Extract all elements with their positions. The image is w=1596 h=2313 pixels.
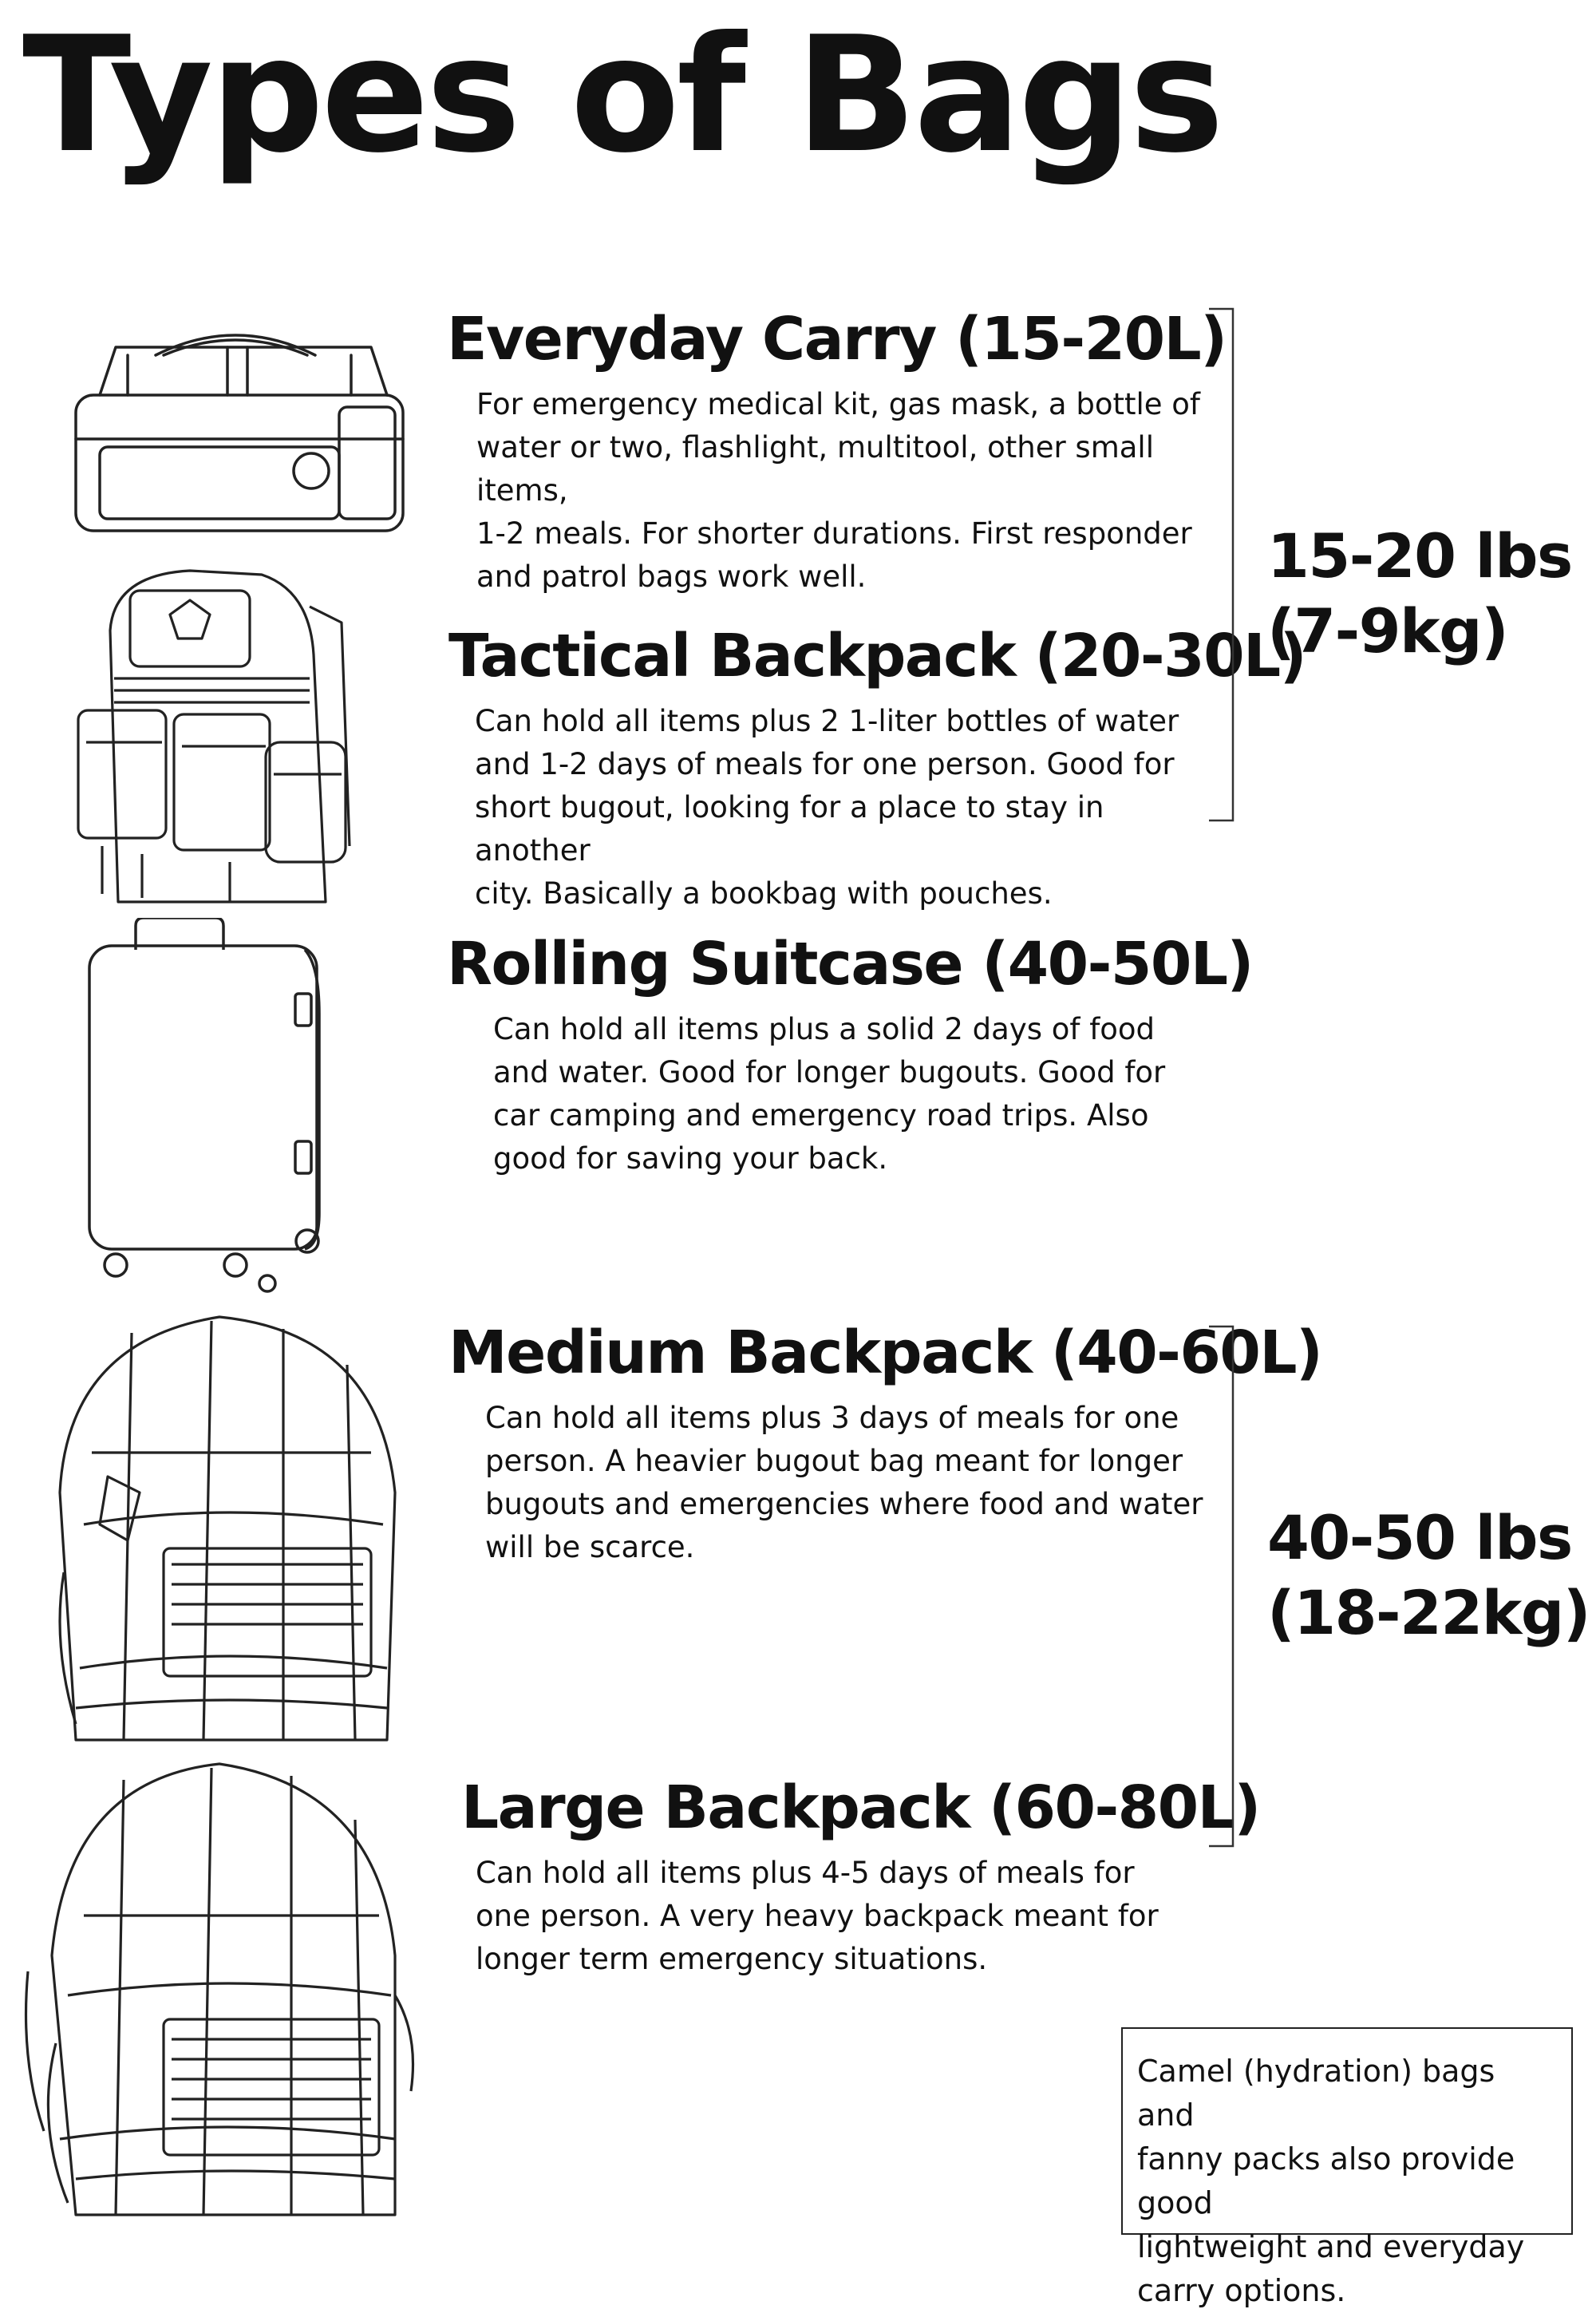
duffel-bag-icon xyxy=(68,307,411,555)
weight-label-lower: 40-50 lbs (18-22kg) xyxy=(1267,1502,1590,1648)
weight-bracket-lower xyxy=(1209,1325,1241,1848)
tactical-backpack-icon xyxy=(70,559,358,910)
bag-description: Can hold all items plus 2 1-liter bottles of water and 1-2 days of meals for one person. Good for short bugout, looking for a place to stay in another city. Basically a bookbag with pouches. xyxy=(475,704,1179,911)
section-everyday-carry xyxy=(447,307,1227,599)
weight-bracket-upper xyxy=(1209,307,1241,822)
bag-heading: Medium Backpack (40-60L) xyxy=(448,1319,1322,1387)
bag-heading: Large Backpack (60-80L) xyxy=(461,1773,1260,1842)
bag-heading: Everyday Carry (15-20L) xyxy=(447,305,1227,374)
section-rolling-suitcase xyxy=(447,932,1253,1180)
page-title: Types of Bags xyxy=(22,2,1222,188)
bag-description: For emergency medical kit, gas mask, a bottle of water or two, flashlight, multitool, other small items, 1-2 meals. For shorter durations. First responder and patrol bags work well. xyxy=(476,387,1200,595)
section-large-backpack xyxy=(461,1773,1260,1981)
section-medium-backpack xyxy=(448,1321,1321,1569)
bag-description: Can hold all items plus 4-5 days of meals for one person. A very heavy backpack meant for longer term emergency situations. xyxy=(476,1856,1159,1977)
large-backpack-icon xyxy=(20,1756,427,2227)
section-tactical-backpack xyxy=(448,624,1306,915)
note-box: Camel (hydration) bags and fanny packs also provide good lightweight and everyday carry options. xyxy=(1121,2027,1573,2235)
bag-heading: Tactical Backpack (20-30L) xyxy=(448,622,1306,690)
bag-description: Can hold all items plus 3 days of meals for one person. A heavier bugout bag meant for longer bugouts and emergencies where food and water will be scarce. xyxy=(485,1401,1203,1565)
rolling-suitcase-icon xyxy=(80,918,335,1293)
bag-description: Can hold all items plus a solid 2 days of food and water. Good for longer bugouts. Good for car camping and emergency road trips. Also good for saving your back. xyxy=(493,1012,1166,1176)
weight-label-upper: 15-20 lbs (7-9kg) xyxy=(1267,520,1572,666)
bag-heading: Rolling Suitcase (40-50L) xyxy=(447,930,1253,998)
medium-backpack-icon xyxy=(44,1309,415,1756)
